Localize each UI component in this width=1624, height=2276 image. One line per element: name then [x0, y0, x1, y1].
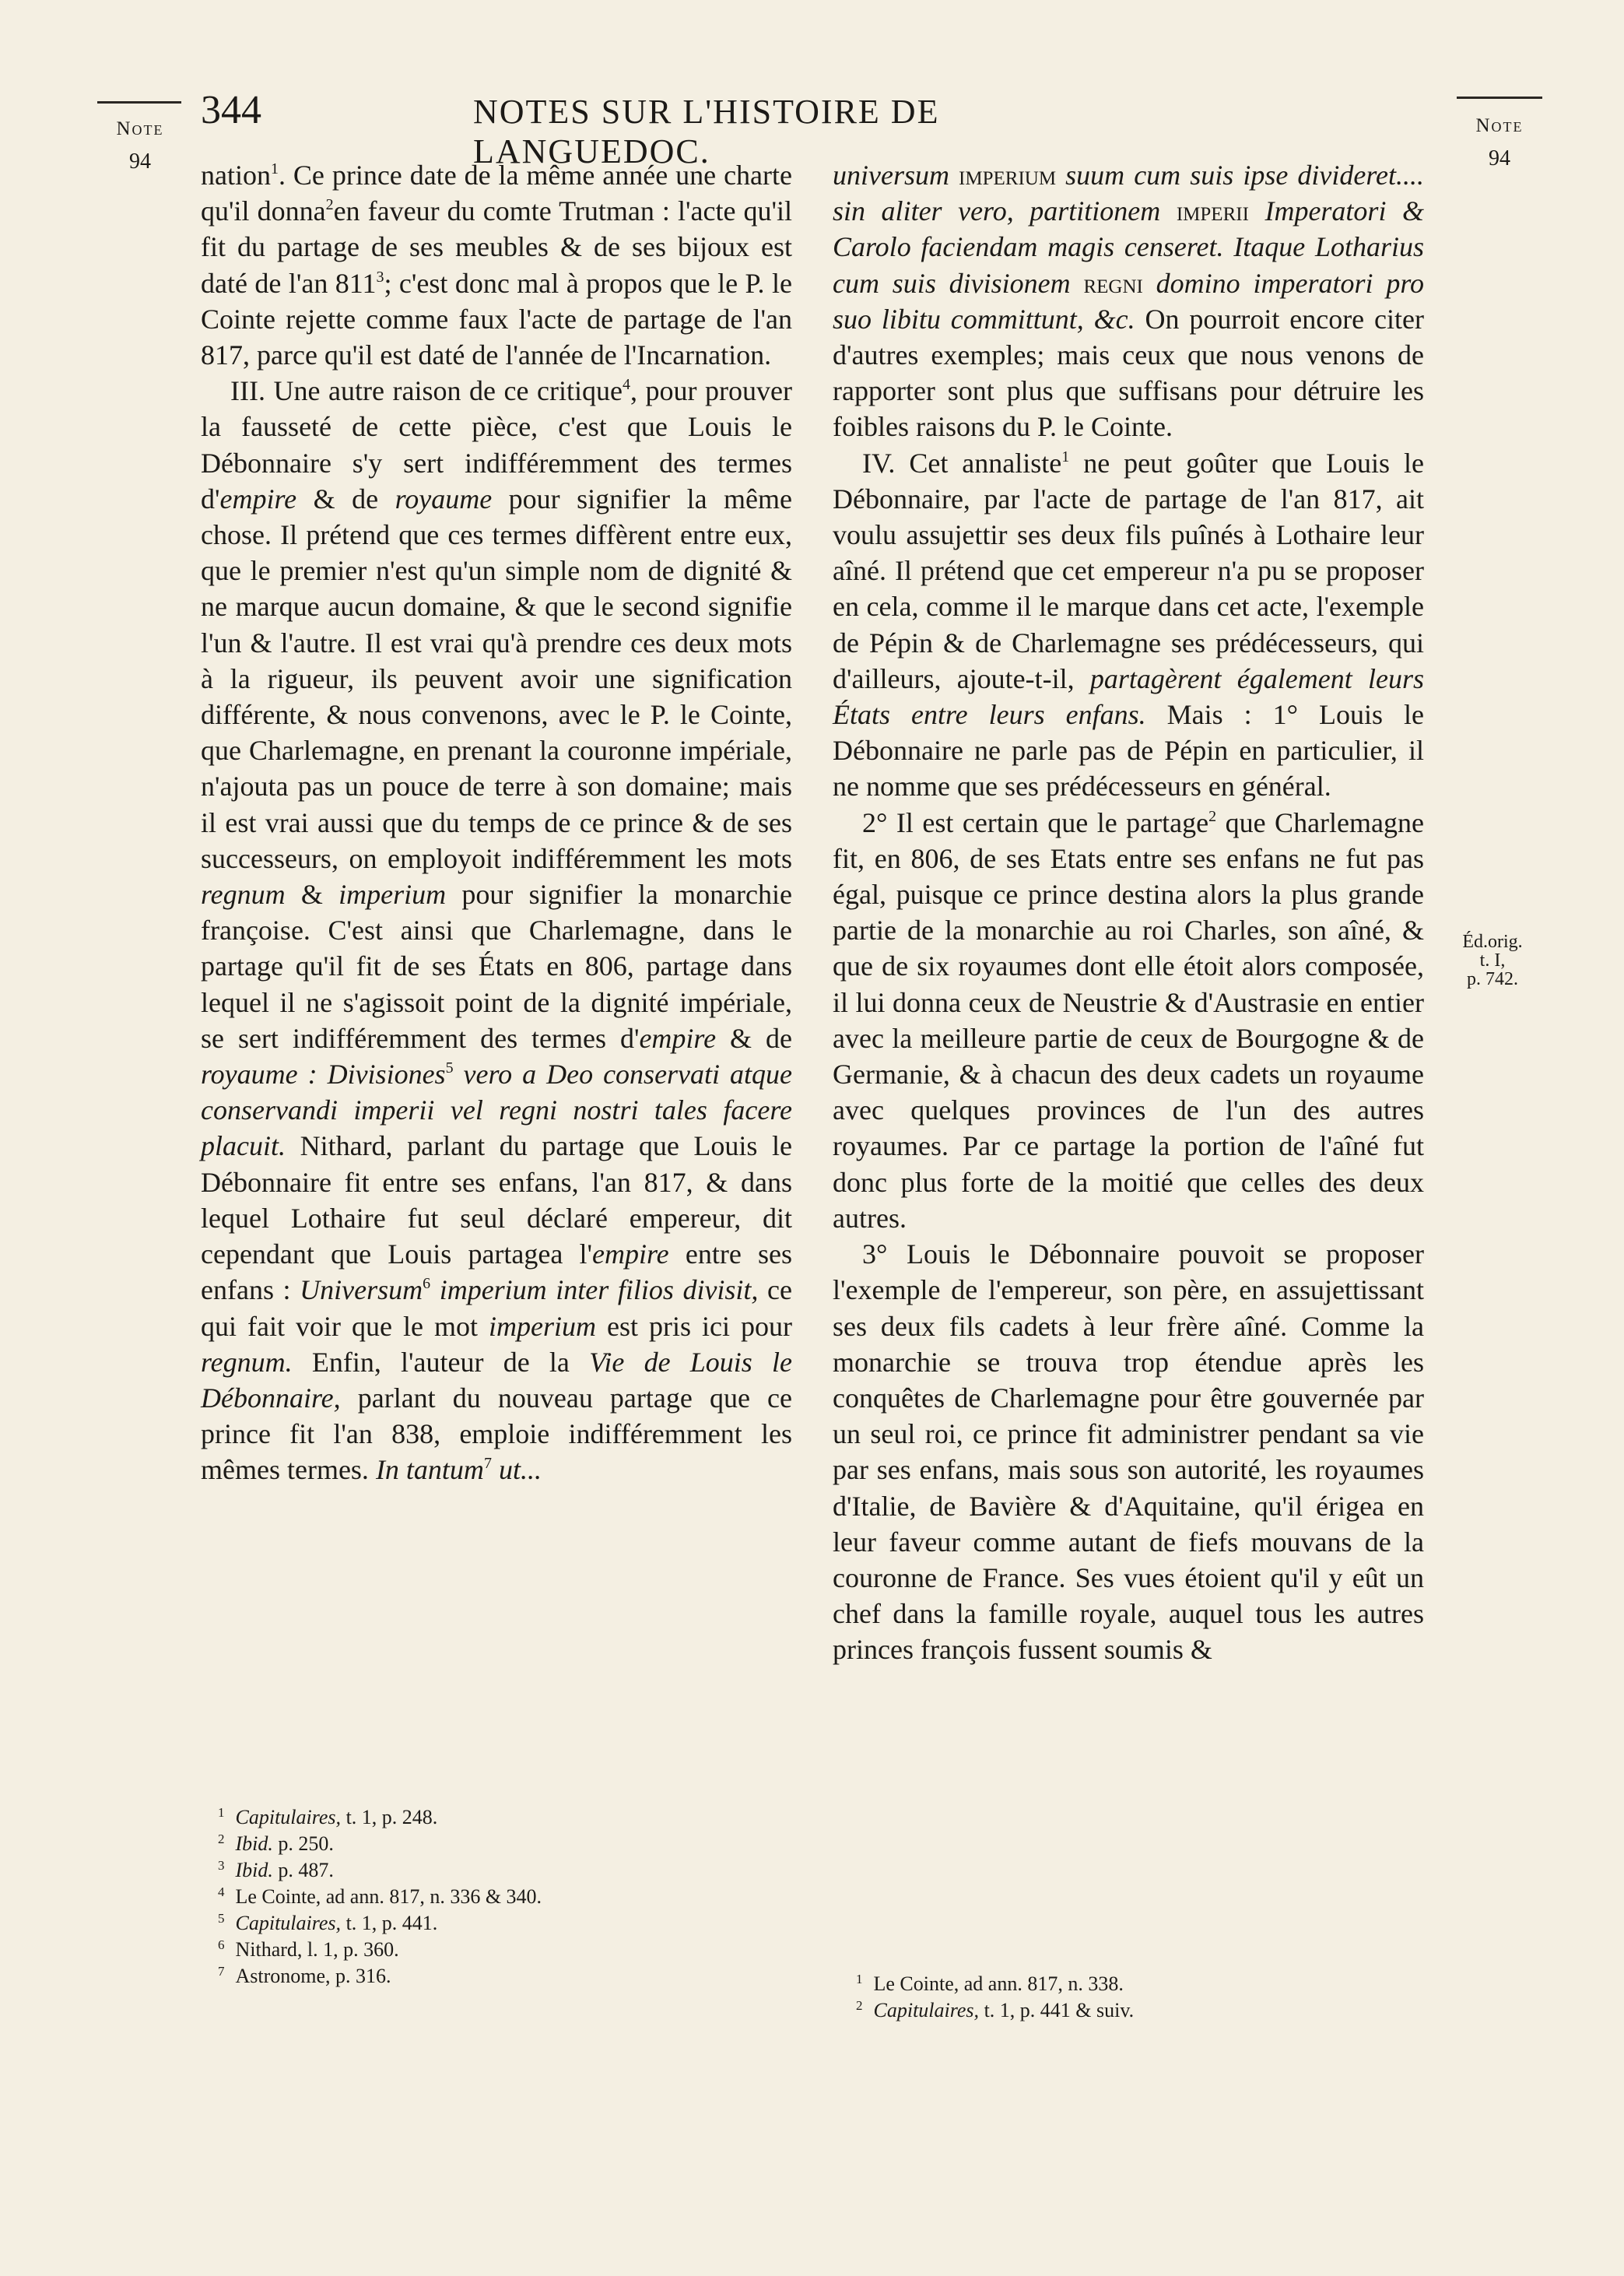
footnotes-left	[218, 1804, 809, 1990]
footnote: $^3$ Ibid. p. 487.	[218, 1858, 334, 1881]
paragraph: 2° Il est certain que le partage$^2$ que Charlemagne fit, en 806, de ses Etats entre ses enfans ne fut pas égal, puisque ce prince destina alors la plus grande partie de la monarchie au roi Charles, son aîné, & que de six royaumes dont elle étoit alors composée, il lui donna ceux de Neustrie & d'Austrasie en entier avec la meilleure partie de ceux de Bourgogne & de Germanie, & à chacun des deux cadets un royaume avec quelques provinces de l'un des autres royaumes. Par ce partage la portion de l'aîné fut donc plus forte de la moitié que celles des deux autres.	[833, 806, 1424, 1234]
margin-note-number-left: 94	[129, 149, 151, 174]
margin-note-number-right: 94	[1489, 146, 1510, 170]
header-rule-right	[1457, 97, 1542, 99]
paragraph: 3° Louis le Débonnaire pouvoit se proposer l'exemple de l'empereur, son père, en assujettissant ses deux fils cadets à leur frère aîné. Comme la monarchie se trouva trop étendue après les conquêtes de Charlemagne pour être gouvernée par un seul roi, ce prince fit administrer pendant sa vie par ses enfans, mais sous son autorité, les royaumes d'Italie, de Bavière & d'Aquitaine, qu'il érigea en leur faveur comme autant de fiefs mouvans de la couronne de France. Ses vues étoient qu'il y eût un chef dans la famille royale, auquel tous les autres princes françois fussent soumis &	[833, 1238, 1424, 1666]
running-title: NOTES SUR L'HISTOIRE DE LANGUEDOC.	[473, 93, 940, 170]
margin-note-label-right: Note	[1475, 115, 1524, 136]
footnote: $^6$ Nithard, l. 1, p. 360.	[218, 1937, 399, 1961]
right-column	[833, 157, 1424, 1668]
paragraph: III. Une autre raison de ce critique$^4$, pour prouver la fausseté de cette pièce, c'est que Louis le Débonnaire s'y sert indifféremment des termes d'empire & de royaume pour signifier la même chose. Il prétend que ces termes diffèrent entre eux, que le premier n'est qu'un simple nom de dignité & ne marque aucun domaine, & que le second signifie l'un & l'autre. Il est vrai qu'à prendre ces deux mots à la rigueur, ils peuvent avoir une signification différente, & nous convenons, avec le P. le Cointe, que Charlemagne, en prenant la couronne impériale, n'ajouta pas un pouce de terre à son domaine; mais il est vrai aussi que du temps de ce prince & de ses successeurs, on employoit indifféremment les mots regnum & imperium pour signifier la monarchie françoise. C'est ainsi que Charlemagne, dans le partage qu'il fit de ses États en 806, partage dans lequel il ne s'agissoit point de la dignité impériale, se sert indifféremment des termes d'empire & de royaume : Divisiones$^5$ vero a Deo conservati atque conservandi imperii vel regni nostri tales facere placuit. Nithard, parlant du partage que Louis le Débonnaire fit entre ses enfans, l'an 817, & dans lequel Lothaire fut seul déclaré empereur, dit cependant que Louis partagea l'empire entre ses enfans : Universum$^6$ imperium inter filios divisit, ce qui fait voir que le mot imperium est pris ici pour regnum. Enfin, l'auteur de la Vie de Louis le Débonnaire, parlant du nouveau partage que ce prince fit l'an 838, emploie indifféremment les mêmes termes. In tantum$^7$ ut...	[201, 375, 793, 1486]
paragraph: nation$^1$. Ce prince date de la même année une charte qu'il donna$^2$en faveur du comte Trutman : l'acte qu'il fit du partage de ses meubles & de ses bijoux est daté de l'an $811^3$; c'est donc mal à propos que le P. le Cointe rejette comme faux l'acte de partage de l'an 817, parce qu'il est daté de l'année de l'Incarnation.	[201, 160, 792, 371]
paragraph: IV. Cet annaliste$^1$ ne peut goûter que Louis le Débonnaire, par l'acte de partage de l'an 817, ait voulu assujettir ses deux fils puînés à Lothaire leur aîné. Il prétend que cet empereur n'a pu se proposer en cela, comme il le marque dans cet acte, l'exemple de Pépin & de Charlemagne ses prédécesseurs, qui d'ailleurs, ajoute-t-il, partagèrent également leurs États entre leurs enfans. Mais : 1° Louis le Débonnaire ne parle pas de Pépin en particulier, il ne nomme que ses prédécesseurs en général.	[833, 447, 1424, 803]
original-edition-reference: Éd.orig. t. I, p. 742.	[1462, 932, 1523, 989]
paragraph: universum imperium suum cum suis ipse divideret.... sin aliter vero, partitionem imperii Imperatori & Carolo faciendam magis censeret. Itaque Lotharius cum suis divisionem regni domino imperatori pro suo libitu committunt, &c. On pourroit encore citer d'autres exemples; mais ceux que nous venons de rapporter sont plus que suffisans pour détruire les foibles raisons du P. le Cointe.	[833, 160, 1424, 443]
margin-note-label-left: Note	[116, 118, 164, 139]
header-rule-left	[97, 101, 181, 104]
footnote: $^4$ Le Cointe, ad ann. 817, n. 336 & 340.	[218, 1884, 542, 1908]
footnote: $^1$ Le Cointe, ad ann. 817, n. 338.	[856, 1972, 1124, 1995]
left-column	[201, 157, 792, 1488]
footnote: $^1$ Capitulaires, t. 1, p. 248.	[218, 1805, 438, 1828]
footnote: $^5$ Capitulaires, t. 1, p. 441.	[218, 1911, 438, 1934]
footnotes-right	[856, 1971, 1447, 2024]
footnote: $^2$ Capitulaires, t. 1, p. 441 & suiv.	[856, 1998, 1135, 2021]
footnote: $^7$ Astronome, p. 316.	[218, 1964, 391, 1987]
page-number: 344	[201, 88, 261, 132]
footnote: $^2$ Ibid. p. 250.	[218, 1832, 334, 1855]
